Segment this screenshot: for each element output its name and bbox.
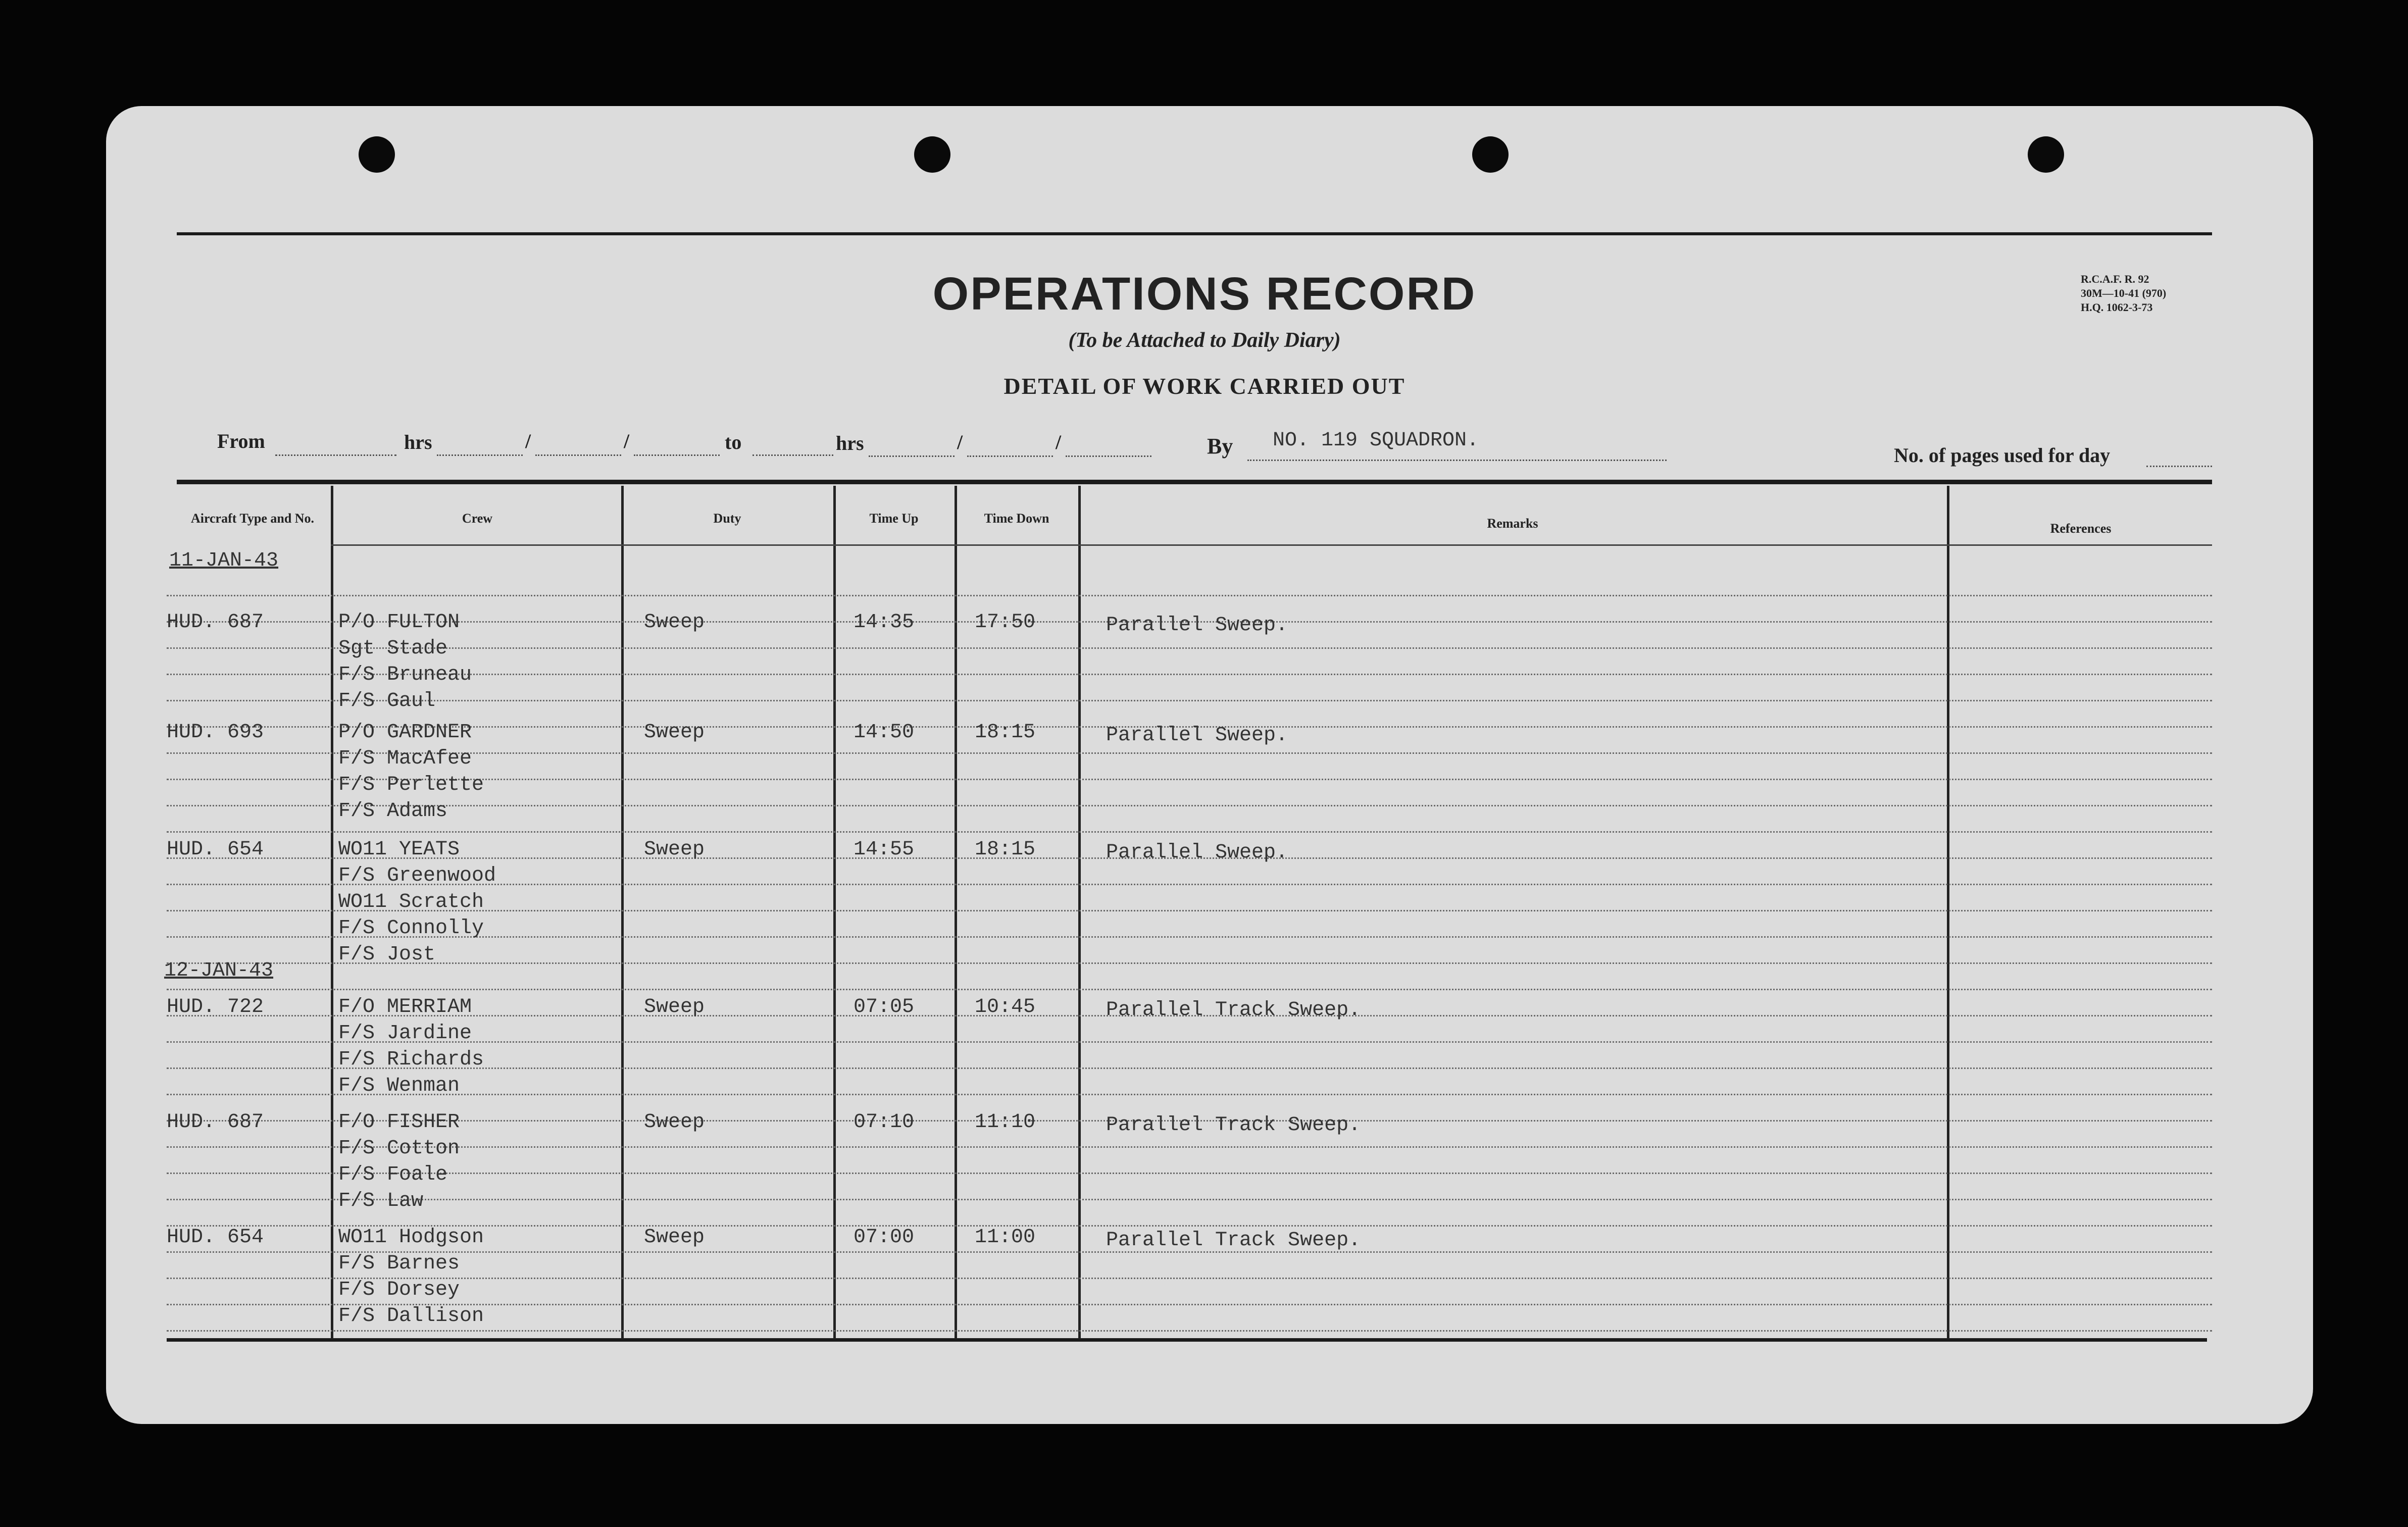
column-header-time-up: Time Up: [869, 511, 919, 526]
aircraft-number: HUD. 687: [167, 1111, 264, 1134]
row-rule: [167, 962, 2212, 964]
row-rule: [167, 1146, 2212, 1148]
from-label: From: [217, 430, 265, 452]
remarks-value: Parallel Track Sweep.: [1106, 999, 1361, 1022]
operations-record-card: [106, 106, 2313, 1424]
time-down-value: 11:00: [975, 1226, 1036, 1249]
crew-member: F/S Jost: [338, 943, 436, 966]
form-subtitle: (To be Attached to Daily Diary): [1068, 329, 1341, 352]
form-number-line: R.C.A.F. R. 92: [2081, 273, 2149, 285]
form-detail-heading: DETAIL OF WORK CARRIED OUT: [1004, 373, 1406, 399]
remarks-value: Parallel Sweep.: [1106, 841, 1288, 864]
crew-member: WO11 Scratch: [338, 891, 484, 913]
form-number-line: 30M—10-41 (970): [2081, 287, 2167, 299]
row-rule: [167, 1094, 2212, 1095]
form-number-line: H.Q. 1062-3-73: [2081, 301, 2153, 314]
hrs-label: hrs: [404, 431, 432, 453]
row-rule: [167, 1278, 2212, 1279]
time-down-value: 10:45: [975, 996, 1036, 1019]
column-divider: [1078, 486, 1081, 1339]
punch-hole: [359, 136, 395, 173]
time-up-value: 14:50: [854, 721, 915, 744]
punch-hole: [1472, 136, 1509, 173]
row-rule: [167, 1199, 2212, 1200]
time-down-value: 18:15: [975, 838, 1036, 861]
crew-member: F/O FISHER: [338, 1111, 460, 1134]
date-slash: /: [624, 430, 630, 452]
remarks-value: Parallel Sweep.: [1106, 614, 1288, 637]
to-label: to: [725, 431, 742, 453]
table-top-rule: [177, 480, 2212, 484]
column-header-time-down: Time Down: [984, 511, 1049, 526]
crew-member: P/O FULTON: [338, 611, 460, 634]
remarks-value: Parallel Track Sweep.: [1106, 1229, 1361, 1252]
hrs-label: hrs: [836, 432, 864, 454]
top-rule: [177, 232, 2212, 235]
date-heading: 12-JAN-43: [164, 959, 274, 982]
row-rule: [167, 1041, 2212, 1043]
duty-value: Sweep: [644, 1111, 705, 1134]
crew-member: F/S Perlette: [338, 774, 484, 796]
row-rule: [167, 831, 2212, 833]
column-divider: [621, 486, 624, 1339]
to-date-field: [1066, 455, 1151, 457]
column-divider: [955, 486, 957, 1339]
by-label: By: [1207, 434, 1233, 459]
time-down-value: 17:50: [975, 611, 1036, 634]
from-date-field: [634, 454, 720, 456]
crew-member: F/S Jardine: [338, 1022, 472, 1045]
duty-value: Sweep: [644, 721, 705, 744]
column-header-crew: Crew: [462, 511, 493, 526]
crew-member: F/S MacAfee: [338, 747, 472, 770]
form-title: OPERATIONS RECORD: [932, 268, 1477, 320]
pages-label: No. of pages used for day: [1894, 444, 2111, 467]
aircraft-number: HUD. 654: [167, 838, 264, 861]
crew-member: F/S Wenman: [338, 1075, 460, 1097]
crew-member: F/S Bruneau: [338, 664, 472, 686]
duty-value: Sweep: [644, 611, 705, 634]
crew-member: Sgt Stade: [338, 637, 448, 660]
row-rule: [167, 700, 2212, 701]
remarks-value: Parallel Track Sweep.: [1106, 1114, 1361, 1137]
crew-member: F/S Law: [338, 1190, 424, 1212]
duty-value: Sweep: [644, 996, 705, 1019]
to-hrs-field: [869, 455, 955, 457]
duty-value: Sweep: [644, 838, 705, 861]
crew-member: F/S Adams: [338, 800, 448, 823]
row-rule: [167, 647, 2212, 649]
row-rule: [167, 752, 2212, 754]
crew-member: F/S Gaul: [338, 690, 436, 712]
from-hrs-field: [437, 454, 523, 456]
from-date-field: [535, 454, 621, 456]
remarks-value: Parallel Sweep.: [1106, 724, 1288, 747]
aircraft-number: HUD. 693: [167, 721, 264, 744]
time-up-value: 14:55: [854, 838, 915, 861]
column-header-remarks: Remarks: [1487, 516, 1538, 531]
time-up-value: 07:10: [854, 1111, 915, 1134]
crew-member: F/S Dorsey: [338, 1279, 460, 1301]
row-rule: [167, 1330, 2212, 1332]
crew-member: F/S Dallison: [338, 1305, 484, 1328]
column-header-references: References: [2050, 521, 2112, 536]
time-up-value: 07:05: [854, 996, 915, 1019]
time-down-value: 18:15: [975, 721, 1036, 744]
header-underline: [331, 544, 2212, 546]
time-up-value: 07:00: [854, 1226, 915, 1249]
aircraft-number: HUD. 687: [167, 611, 264, 634]
table-bottom-rule: [167, 1338, 2207, 1342]
time-down-value: 11:10: [975, 1111, 1036, 1134]
crew-member: F/S Barnes: [338, 1252, 460, 1275]
column-divider: [331, 486, 333, 1339]
date-slash: /: [1056, 431, 1062, 453]
crew-member: F/S Cotton: [338, 1137, 460, 1160]
crew-member: F/S Connolly: [338, 917, 484, 940]
crew-member: WO11 YEATS: [338, 838, 460, 861]
row-rule: [167, 1173, 2212, 1174]
row-rule: [167, 674, 2212, 675]
column-divider: [1947, 486, 1949, 1339]
crew-member: F/S Richards: [338, 1048, 484, 1071]
aircraft-number: HUD. 654: [167, 1226, 264, 1249]
aircraft-number: HUD. 722: [167, 996, 264, 1019]
date-heading: 11-JAN-43: [169, 549, 279, 572]
crew-member: F/S Greenwood: [338, 864, 496, 887]
row-rule: [167, 805, 2212, 806]
column-divider: [833, 486, 836, 1339]
pages-field: [2146, 466, 2212, 467]
by-field: [1247, 460, 1667, 461]
crew-member: P/O GARDNER: [338, 721, 472, 744]
squadron-value: NO. 119 SQUADRON.: [1273, 429, 1479, 452]
row-rule: [167, 989, 2212, 990]
crew-member: F/S Foale: [338, 1163, 448, 1186]
row-rule: [167, 595, 2212, 596]
to-field: [752, 454, 833, 456]
date-slash: /: [525, 430, 531, 452]
from-field: [275, 454, 396, 456]
to-date-field: [967, 455, 1053, 457]
column-header-duty: Duty: [713, 511, 741, 526]
punch-hole: [2028, 136, 2064, 173]
date-slash: /: [957, 431, 963, 453]
crew-member: WO11 Hodgson: [338, 1226, 484, 1249]
column-header-aircraft: Aircraft Type and No.: [190, 511, 315, 526]
crew-member: F/O MERRIAM: [338, 996, 472, 1019]
time-up-value: 14:35: [854, 611, 915, 634]
duty-value: Sweep: [644, 1226, 705, 1249]
punch-hole: [914, 136, 950, 173]
